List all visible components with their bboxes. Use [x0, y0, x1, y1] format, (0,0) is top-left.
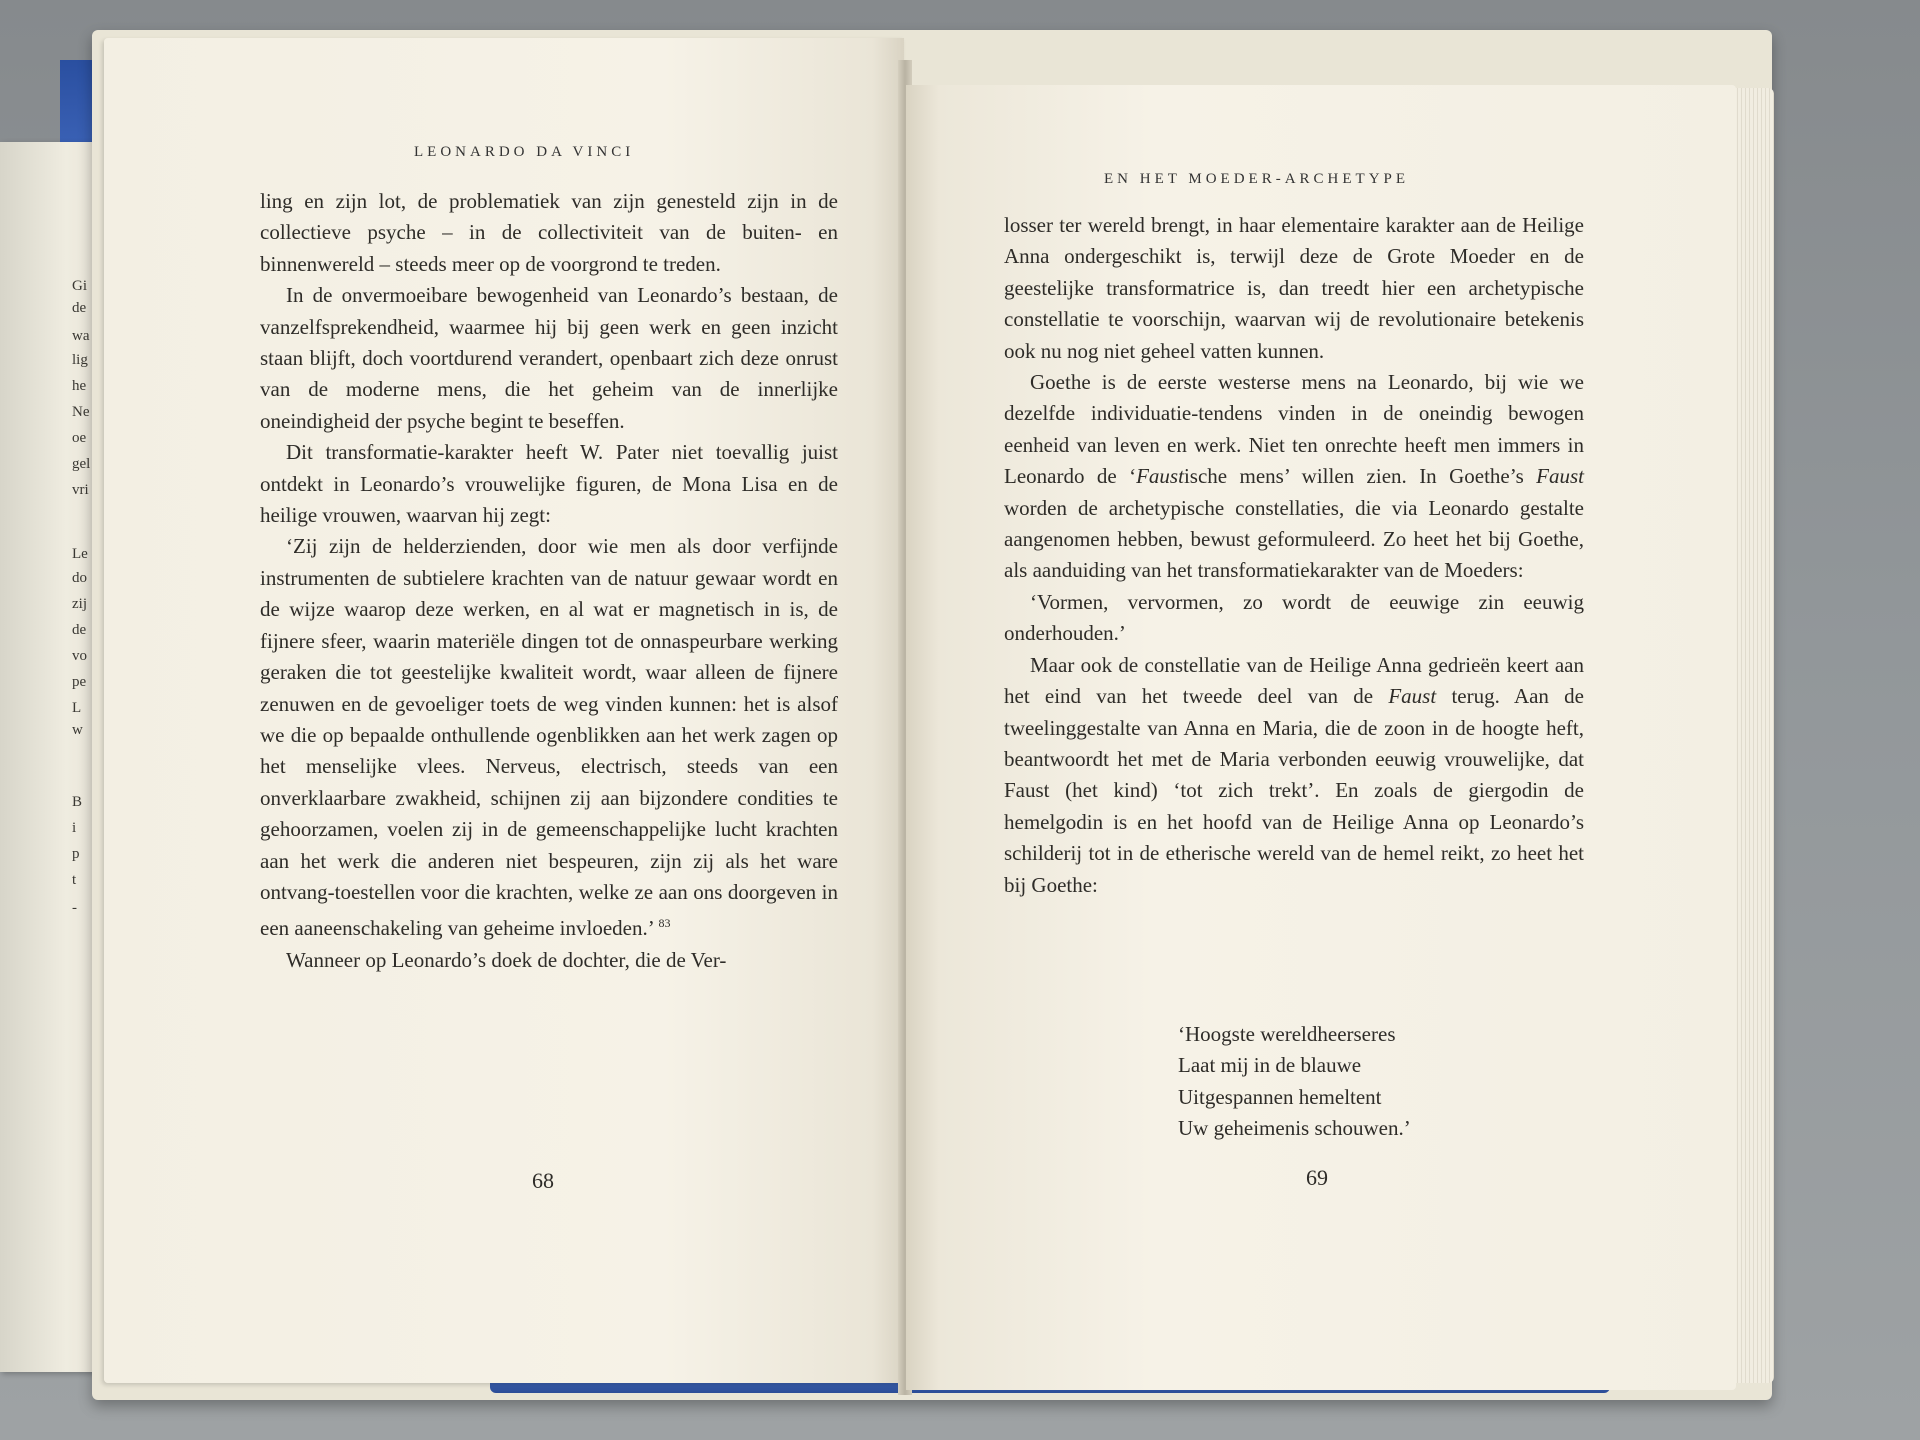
left-running-head: LEONARDO DA VINCI — [414, 144, 635, 160]
underlying-text-fragment: - — [72, 900, 77, 916]
left-quote-paragraph — [260, 531, 838, 944]
underlying-text-fragment: do — [72, 570, 87, 586]
underlying-text-fragment: gel — [72, 456, 91, 472]
poem-line: Uw geheimenis schouwen.’ — [1178, 1116, 1411, 1141]
right-paragraph: ‘Vormen, vervormen, zo wordt de eeuwige zin eeuwig onderhouden.’ — [1004, 589, 1584, 646]
underlying-text-fragment: Ne — [72, 404, 90, 420]
underlying-text-fragment: B — [72, 794, 83, 810]
underlying-text-fragment: i — [72, 820, 77, 836]
left-paragraph: Dit transformatie-karakter heeft W. Pater niet toevallig juist ontdekt in Leonardo’s vrouwelijke figuren, de Mona Lisa en de heilige vrouwen, waarvan hij zegt: — [260, 440, 838, 528]
underlying-text-fragment: Gi — [72, 278, 87, 294]
poem-line: Uitgespannen hemeltent — [1178, 1084, 1382, 1109]
underlying-text-fragment: L — [72, 700, 82, 716]
underlying-text-fragment: lig — [72, 352, 88, 368]
right-page-number: 69 — [1306, 1165, 1328, 1190]
underlying-text-fragment: w — [72, 722, 83, 738]
right-page — [906, 85, 1736, 1390]
underlying-text-fragment: pe — [72, 674, 87, 690]
underlying-text-fragment: oe — [72, 430, 87, 446]
left-page-body — [260, 186, 838, 976]
page-edge-stack — [1734, 88, 1774, 1383]
underlying-text-fragment: zij — [72, 596, 87, 612]
right-paragraph: Maar ook de constellatie van de Heilige Anna gedrieën keert aan het eind van het tweede deel van de Faust terug. Aan de tweelinggestalte van Anna en Maria, die de zoon in de hoogte heft, beantwoordt het met de Maria verbonden eeuwig vrouwelijke, dat Faust (het kind) ‘tot zich trekt’. En zoals de giergodin de hemelgodin is en het hoofd van de Heilige Anna op Leonardo’s schilderij tot in de etherische wereld van de hemel reikt, zo heet het bij Goethe: — [1004, 652, 1584, 897]
left-paragraph: ling en zijn lot, de problematiek van zijn genesteld zijn in de collectieve psyche – in de collectiviteit van de buiten- en binnenwereld – steeds meer op de voorgrond te treden. — [260, 189, 838, 276]
right-running-head: EN HET MOEDER-ARCHETYPE — [1104, 171, 1410, 187]
right-paragraph: losser ter wereld brengt, in haar elementaire karakter aan de Heilige Anna ondergeschikt is, terwijl deze de Grote Moeder en de geestelijke transformatrice is, dan treedt hier een archetypische constellatie te voorschijn, waarvan wij de revolutionaire betekenis ook nu nog niet geheel vatten kunnen. — [1004, 213, 1584, 363]
underlying-text-fragment: he — [72, 378, 87, 394]
poem-line: Laat mij in de blauwe — [1178, 1053, 1362, 1078]
left-page-number: 68 — [532, 1168, 554, 1193]
underlying-text-fragment: Le — [72, 546, 88, 562]
left-paragraph: Wanneer op Leonardo’s doek de dochter, die de Ver- — [286, 947, 727, 972]
left-paragraph: In de onvermoeibare bewogenheid van Leonardo’s bestaan, de vanzelfsprekendheid, waarmee hij bij geen werk en geen inzicht staan blijft, doch voortdurend verandert, openbaart zich deze onrust van de moderne mens, die het geheim van de innerlijke oneindigheid der psyche begint te beseffen. — [260, 283, 838, 433]
right-paragraph: Goethe is de eerste westerse mens na Leonardo, bij wie we dezelfde individuatie-tendens vinden in de oneindig bewogen eenheid van leven en werk. Niet ten onrechte heeft men immers in Leonardo de ‘Faustische mens’ willen zien. In Goethe’s Faust worden de archetypische constellaties, die via Leonardo gestalte aangenomen hebben, bewust geformuleerd. Zo heet het bij Goethe, als aanduiding van het transformatiekarakter van de Moeders: — [1004, 370, 1584, 583]
poem-line: ‘Hoogste wereldheerseres — [1178, 1022, 1396, 1046]
underlying-text-fragment: t — [72, 872, 77, 888]
underlying-text-fragment: vri — [72, 482, 89, 498]
poem — [1178, 1019, 1411, 1145]
underlying-text-fragment: wa — [72, 328, 90, 344]
footnote-marker: 83 — [658, 916, 671, 931]
left-quote-text: ‘Zij zijn de helderzienden, door wie men als door verfijnde instrumenten de subtielere krachten van de natuur gewaar wordt en de wijze waarop deze werken, en al wat er magnetisch in is, de fijnere sfeer, waarin materiële dingen tot de onnaspeurbare werking geraken die tot geestelijke kwaliteit wordt, waar alleen de fijnere zenuwen en de gevoeliger toets de weg vinden kunnen: het is alsof we die op bepaalde onthullende ogenblikken aan het werk zagen op het menselijke vlees. Nerveus, electrisch, steeds van een onverklaarbare zwakheid, schijnen zij aan bijzondere condities te gehoorzamen, voelen zij in de gemeenschappelijke lucht krachten aan het werk die anderen niet bespeuren, zijn zij als het ware ontvang-toestellen voor die krachten, welke ze aan ons doorgeven in een aaneenschakeling van geheime invloeden.’ — [260, 534, 838, 941]
underlying-text-fragment: de — [72, 622, 87, 638]
left-page — [104, 38, 904, 1383]
underlying-text-fragment: de — [72, 300, 87, 316]
right-page-body — [1004, 210, 1584, 901]
underlying-text-fragment: vo — [72, 648, 87, 664]
underlying-text-fragment: p — [72, 846, 80, 862]
